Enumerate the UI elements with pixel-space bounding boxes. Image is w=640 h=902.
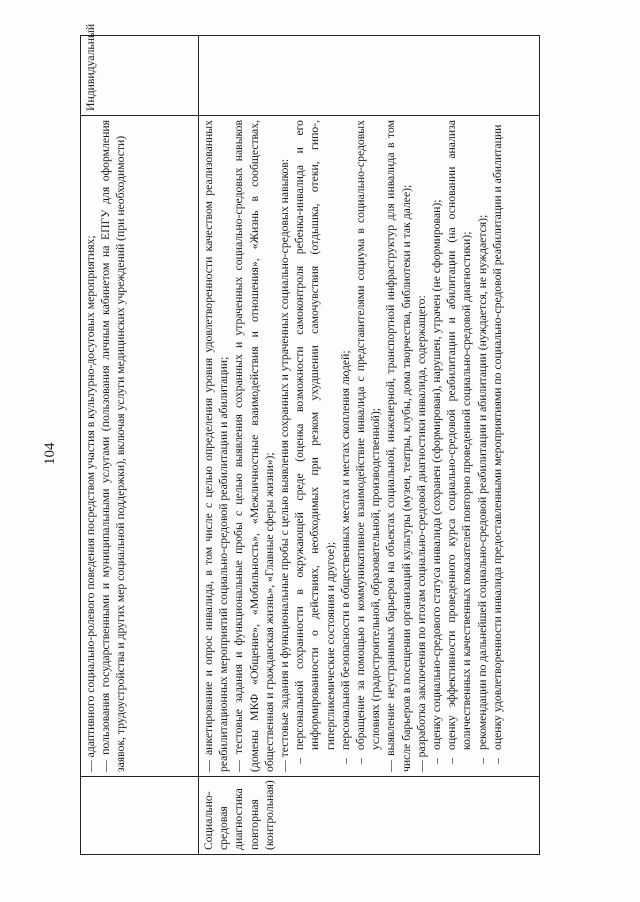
list-subitem <box>292 120 338 772</box>
table-row-continuation <box>81 36 199 855</box>
list-item: — выявление неустранимых барьеров на объектах социальной, инженерной, транспортной инфраструктур для инвалида в том числе барьеров в посещении организаций культуры (музеи, театры, клубы, дома творчества, библиотеки и так далее); <box>384 120 413 772</box>
measures-table <box>80 23 540 855</box>
measures-cell-continuation <box>81 116 199 777</box>
list-subitem-text: персональной сохранности в окружающей среде (оценка возможности самоконтроля ребенка-инвалида и его информированности о действиях, необходимых при резком ухудшении самочувствия (отдышка, отеки, гипо-, гипергликемические состояния и другое); <box>293 120 337 750</box>
stage-cell-empty <box>81 777 199 855</box>
list-subitem <box>475 120 490 772</box>
form-type-label: Индивидуальный <box>84 23 97 111</box>
form-type-cell-empty <box>199 36 540 116</box>
dash-marker: – <box>430 758 444 764</box>
stage-label: Социально-средовая диагностика повторная (контрольная) <box>202 780 276 850</box>
list-subitem <box>490 120 505 772</box>
list-subitem <box>444 120 474 772</box>
list-item: — адаптивного социально-ролевого поведения посредством участия в культурно-досуговых мероприятиях; <box>84 235 97 772</box>
dash-marker: – <box>338 758 352 764</box>
list-subitem <box>429 120 444 772</box>
dash-marker: – <box>490 758 504 764</box>
list-item: — тестовые задания и функциональные пробы с целью выявления сохранных и утраченных социально-средовых навыков (домены МКФ «Общение», «Мобильность», «Межличностные взаимодействия и отношения», «Жизнь в сообществах, общественная и гражданская жизнь», «Главные сферы жизни»); <box>232 120 276 772</box>
list-item: — пользования государственными и муниципальными услугами (пользования личным кабинетом на ЕПГУ для оформления заявок, трудоустройства и других мер социальной поддержки), включая услуги медицинских учреждений (при необходимости) <box>99 120 128 772</box>
dash-marker: – <box>293 758 307 764</box>
stage-cell <box>199 777 540 855</box>
list-item: — тестовые задания и функциональные пробы с целью выявления сохранных и утраченных социально-средовых навыков: <box>278 158 292 772</box>
form-type-cell <box>81 23 199 116</box>
table-row-repeat-diagnostics <box>199 36 540 855</box>
rotated-page-content <box>42 23 540 855</box>
list-subitem <box>338 120 353 772</box>
list-item: — разработка заключения по итогам социально-средовой диагностики инвалида, содержащего: <box>414 295 428 772</box>
list-subitem-text: персональной безопасности в общественных местах и местах скопления людей; <box>338 350 352 750</box>
list-subitem <box>353 120 383 772</box>
list-subitem-text: оценку социально-средового статуса инвалида (сохранен (сформирован), нарушен, утрачен (не сформирован); <box>430 199 444 750</box>
dash-marker: – <box>475 758 489 764</box>
list-item: — анкетирование и опрос инвалида, в том числе с целью определения уровня удовлетворенности качеством реализованных реабилитационных мероприятий социально-средовой реабилитации и абилитации; <box>202 120 231 772</box>
list-subitem-text: оценку удовлетворенности инвалида предоставленными мероприятиями по социально-средовой реабилитации и абилитации <box>490 124 504 750</box>
dash-marker: – <box>354 758 368 764</box>
page-number: 104 <box>42 442 58 465</box>
measures-cell <box>199 116 540 777</box>
list-subitem-text: рекомендации по дальнейшей социально-средовой реабилитации и абилитации (нуждается, не нуждается); <box>475 214 489 750</box>
list-subitem-text: обращение за помощью и коммуникативное взаимодействие инвалида с представителями социума в социально-средовых условиях (градостроительной, образовательной, производственной); <box>354 120 383 750</box>
list-subitem-text: оценку эффективности проведенного курса социально-средовой реабилитации и абилитации (на основании анализа количественных и качественных показателей повторно проведенной социально-средовой диагностики); <box>445 120 474 750</box>
dash-marker: – <box>445 758 459 764</box>
